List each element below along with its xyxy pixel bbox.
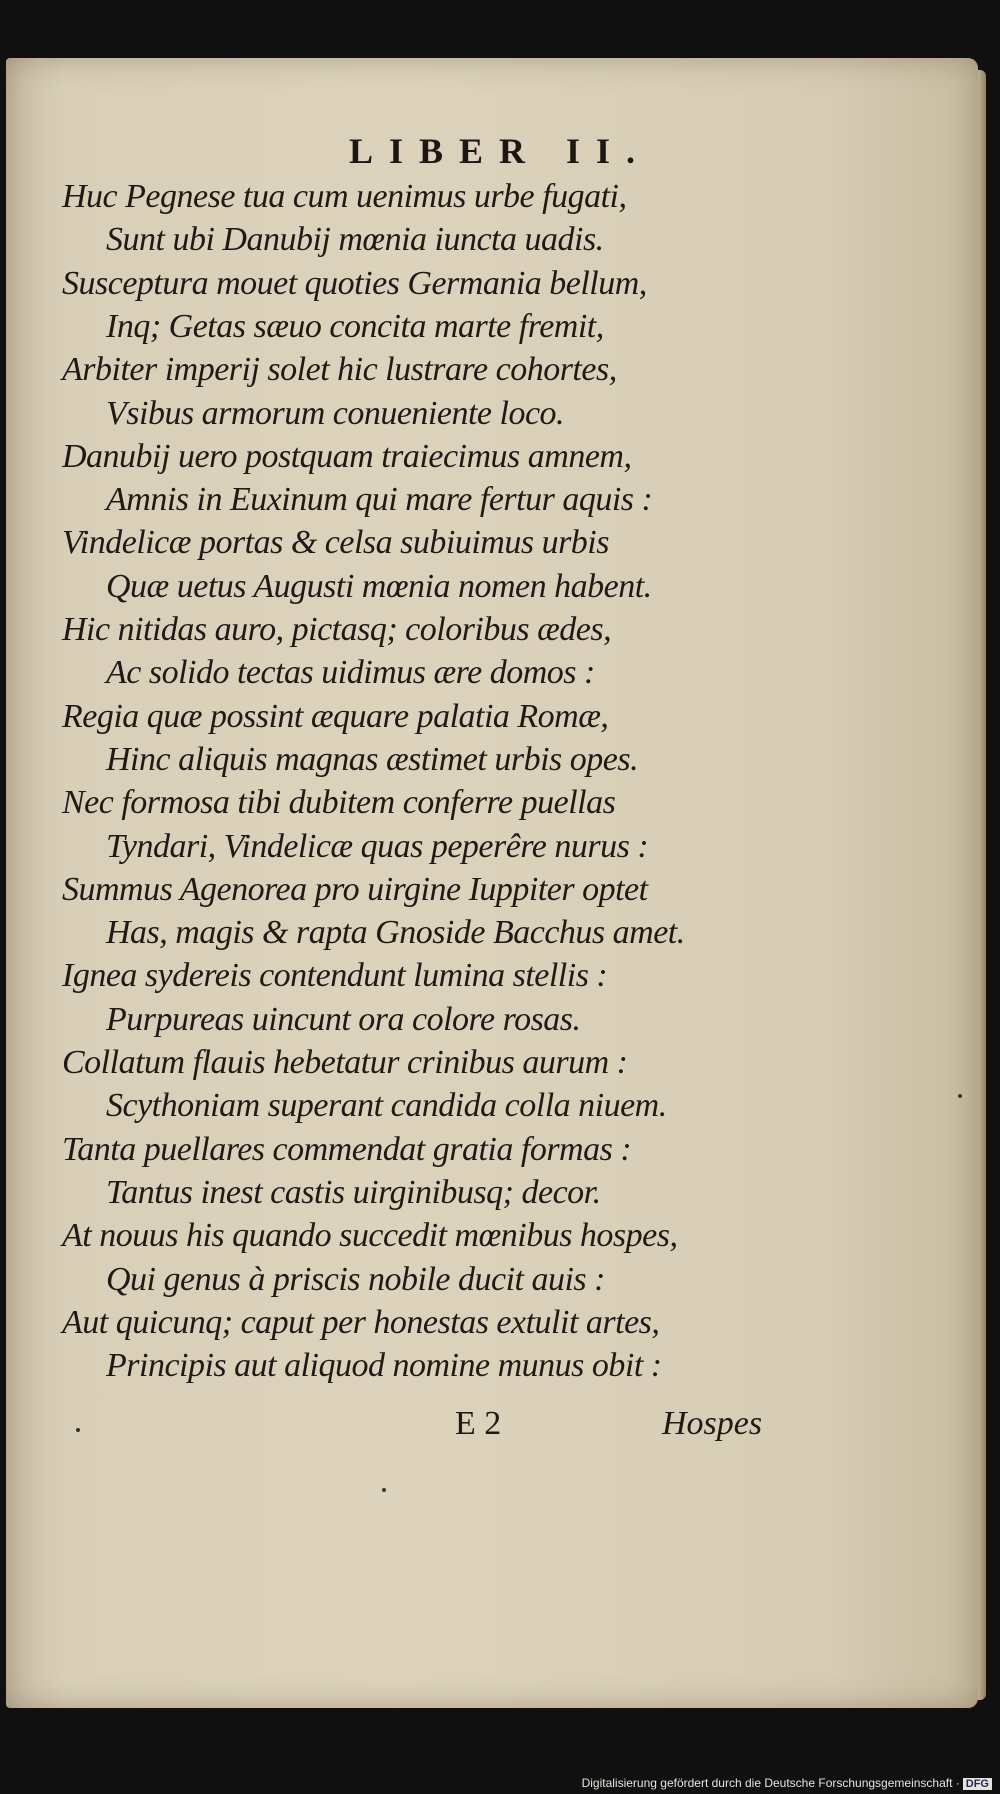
signature-mark: E 2: [455, 1405, 502, 1442]
verse-line: Huc Pegnese tua cum uenimus urbe fugati,: [62, 178, 627, 215]
verse-line: Has, magis & rapta Gnoside Bacchus amet.: [106, 914, 685, 952]
ink-speck: [958, 1094, 962, 1098]
verse-line: Vindelicæ portas & celsa subiuimus urbis: [62, 524, 609, 562]
verse-line: Tyndari, Vindelicæ quas peperêre nurus :: [106, 827, 649, 865]
verse-line: Principis aut aliquod nomine munus obit :: [106, 1347, 662, 1385]
ink-speck: [76, 1428, 80, 1432]
verse-line: Aut quicunq; caput per honestas extulit artes,: [62, 1303, 660, 1341]
dfg-logo: DFG: [963, 1778, 992, 1790]
verse-line: Purpureas uincunt ora colore rosas.: [106, 1000, 581, 1038]
verse-line: Susceptura mouet quoties Germania bellum,: [62, 264, 647, 302]
verse-line: Sunt ubi Danubij mœnia iuncta uadis.: [106, 221, 604, 259]
verse-line: Scythoniam superant candida colla niuem.: [106, 1087, 667, 1125]
verse-line: Danubij uero postquam traiecimus amnem,: [62, 437, 632, 475]
verse-line: Amnis in Euxinum qui mare fertur aquis :: [106, 481, 653, 519]
verse-line: Collatum flauis hebetatur crinibus aurum :: [62, 1044, 628, 1081]
verse-line: Tanta puellares commendat gratia formas :: [62, 1130, 632, 1168]
verse-line: Quæ uetus Augusti mœnia nomen habent.: [106, 567, 652, 605]
verse-line: Nec formosa tibi dubitem conferre puellas: [62, 784, 616, 822]
verse-line: Tantus inest castis uirginibusq; decor.: [106, 1173, 601, 1211]
credit-text: Digitalisierung gefördert durch die Deutsche Forschungsgemeinschaft ·: [581, 1776, 960, 1790]
verse-line: At nouus his quando succedit mœnibus hospes,: [62, 1217, 678, 1255]
ink-speck: [382, 1488, 386, 1492]
verse-line: Inq; Getas sæuo concita marte fremit,: [106, 307, 604, 345]
verse-line: Arbiter imperij solet hic lustrare cohortes,: [62, 351, 617, 389]
page-edge: [978, 70, 986, 1700]
digitization-credit: [582, 1776, 992, 1790]
verse-line: Hinc aliquis magnas æstimet urbis opes.: [106, 740, 639, 778]
verse-line: Hic nitidas auro, pictasq; coloribus ædes,: [62, 611, 612, 648]
verse-line: Regia quæ possint æquare palatia Romæ,: [62, 697, 609, 735]
page-footer: [0, 1405, 1000, 1455]
verse-line: Ac solido tectas uidimus ære domos :: [106, 654, 595, 692]
verse-line: Ignea sydereis contendunt lumina stellis :: [62, 957, 608, 995]
running-header: LIBER II.: [348, 131, 652, 171]
catchword: Hospes: [662, 1405, 763, 1442]
verse-line: Qui genus à priscis nobile ducit auis :: [106, 1260, 605, 1298]
verse-line: Vsibus armorum conueniente loco.: [106, 394, 565, 432]
verse-line: Summus Agenorea pro uirgine Iuppiter optet: [62, 870, 648, 908]
